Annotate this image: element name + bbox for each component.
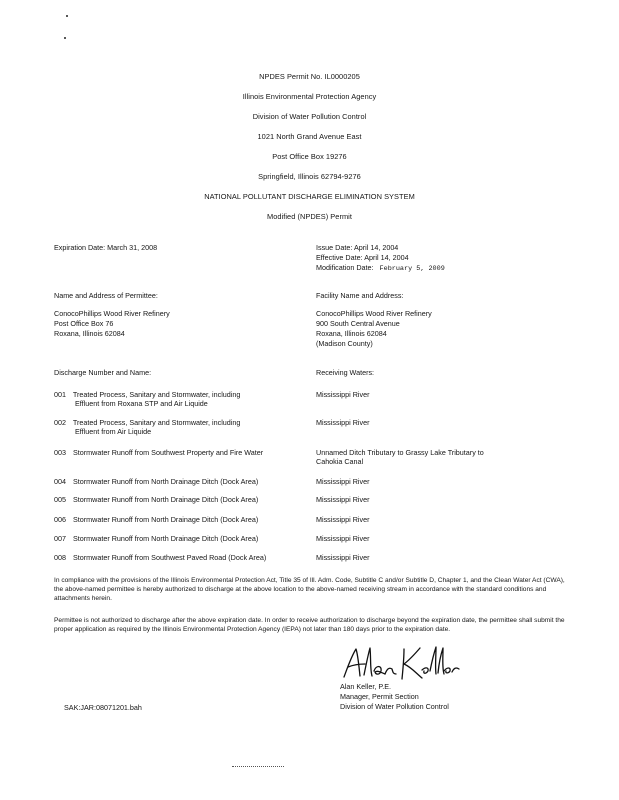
modification-date-value: February 5, 2009 [379, 265, 445, 273]
discharge-name: Stormwater Runoff from North Drainage Ditch (Dock Area) [73, 534, 259, 543]
discharge-item [54, 448, 263, 457]
receiving-water: Mississippi River [316, 477, 370, 486]
effective-date: Effective Date: April 14, 2004 [316, 253, 409, 262]
city-state-zip: Springfield, Illinois 62794-9276 [258, 172, 361, 181]
reference-code: SAK:JAR:08071201.bah [64, 703, 142, 712]
receiving-water: Mississippi River [316, 534, 370, 543]
receiving-water: Unnamed Ditch Tributary to Grassy Lake Tributary to [316, 448, 484, 457]
discharge-name-cont: Effluent from Air Liquide [75, 427, 152, 436]
discharge-item [54, 534, 258, 543]
agency-name: Illinois Environmental Protection Agency [242, 92, 377, 101]
modification-date [316, 263, 445, 274]
scan-speck [66, 15, 68, 17]
permit-number: NPDES Permit No. IL0000205 [259, 72, 360, 81]
receiving-waters-heading: Receiving Waters: [316, 368, 375, 377]
po-box: Post Office Box 19276 [272, 152, 347, 161]
permit-type: Modified (NPDES) Permit [267, 212, 352, 221]
discharge-name-cont: Effluent from Roxana STP and Air Liquide [75, 399, 208, 408]
discharge-number: 004 [54, 477, 66, 486]
expiration-date: Expiration Date: March 31, 2008 [54, 243, 158, 252]
receiving-water: Mississippi River [316, 495, 370, 504]
discharge-number: 002 [54, 418, 66, 427]
division-name: Division of Water Pollution Control [252, 112, 367, 121]
compliance-paragraph: In compliance with the provisions of the Illinois Environmental Protection Act, Title 35 of Ill. Adm. Code, Subtitle C and/or Subtitle D, Chapter 1, and the Clean Water Act (CWA), the above-named permittee is hereby authorized to discharge at the above location to the above-named receiving stream in accordance with the standard conditions and attachments herein. [54, 577, 565, 602]
facility-line: ConocoPhillips Wood River Refinery [316, 309, 432, 318]
signer-name: Alan Keller, P.E. [340, 682, 392, 691]
signer-division: Division of Water Pollution Control [340, 702, 449, 711]
receiving-water: Mississippi River [316, 515, 370, 524]
discharge-name: Treated Process, Sanitary and Stormwater, including [72, 418, 241, 427]
scan-speck [64, 37, 66, 39]
discharge-item [54, 495, 258, 504]
receiving-water: Mississippi River [316, 390, 370, 399]
permittee-line: Roxana, Illinois 62084 [54, 329, 125, 338]
receiving-water-cont: Cahokia Canal [316, 457, 364, 466]
discharge-item [54, 418, 240, 427]
discharge-item [54, 390, 240, 399]
scan-smudge [232, 766, 284, 768]
discharge-name: Stormwater Runoff from North Drainage Ditch (Dock Area) [73, 495, 259, 504]
discharge-name: Stormwater Runoff from Southwest Property and Fire Water [73, 448, 264, 457]
discharge-name: Stormwater Runoff from North Drainage Ditch (Dock Area) [73, 477, 259, 486]
signature-image [338, 643, 464, 683]
receiving-water: Mississippi River [316, 418, 370, 427]
discharge-item [54, 515, 258, 524]
signer-title: Manager, Permit Section [340, 692, 419, 701]
street-address: 1021 North Grand Avenue East [257, 132, 362, 141]
discharge-number: 007 [54, 534, 66, 543]
facility-line: (Madison County) [316, 339, 373, 348]
facility-heading: Facility Name and Address: [316, 291, 404, 300]
discharge-number: 001 [54, 390, 66, 399]
expiration-paragraph: Permittee is not authorized to discharge after the above expiration date. In order to receive authorization to discharge beyond the expiration date, the permittee shall submit the proper application as required by the Illinois Environmental Protection Agency (IEPA) not later than 180 days prior to the expiration date. [54, 617, 565, 633]
issue-date: Issue Date: April 14, 2004 [316, 243, 399, 252]
discharge-name: Stormwater Runoff from Southwest Paved Road (Dock Area) [73, 553, 267, 562]
receiving-water: Mississippi River [316, 553, 370, 562]
discharge-number: 003 [54, 448, 66, 457]
discharge-heading: Discharge Number and Name: [54, 368, 152, 377]
facility-line: 900 South Central Avenue [316, 319, 400, 328]
discharge-name: Treated Process, Sanitary and Stormwater, including [72, 390, 241, 399]
permittee-heading: Name and Address of Permittee: [54, 291, 158, 300]
facility-line: Roxana, Illinois 62084 [316, 329, 387, 338]
discharge-number: 005 [54, 495, 66, 504]
modification-date-label: Modification Date: [316, 263, 374, 272]
system-title: NATIONAL POLLUTANT DISCHARGE ELIMINATION SYSTEM [204, 192, 415, 201]
discharge-item [54, 477, 258, 486]
discharge-number: 006 [54, 515, 66, 524]
discharge-item [54, 553, 266, 562]
permittee-line: ConocoPhillips Wood River Refinery [54, 309, 170, 318]
permittee-line: Post Office Box 76 [54, 319, 114, 328]
discharge-name: Stormwater Runoff from North Drainage Ditch (Dock Area) [73, 515, 259, 524]
discharge-number: 008 [54, 553, 66, 562]
